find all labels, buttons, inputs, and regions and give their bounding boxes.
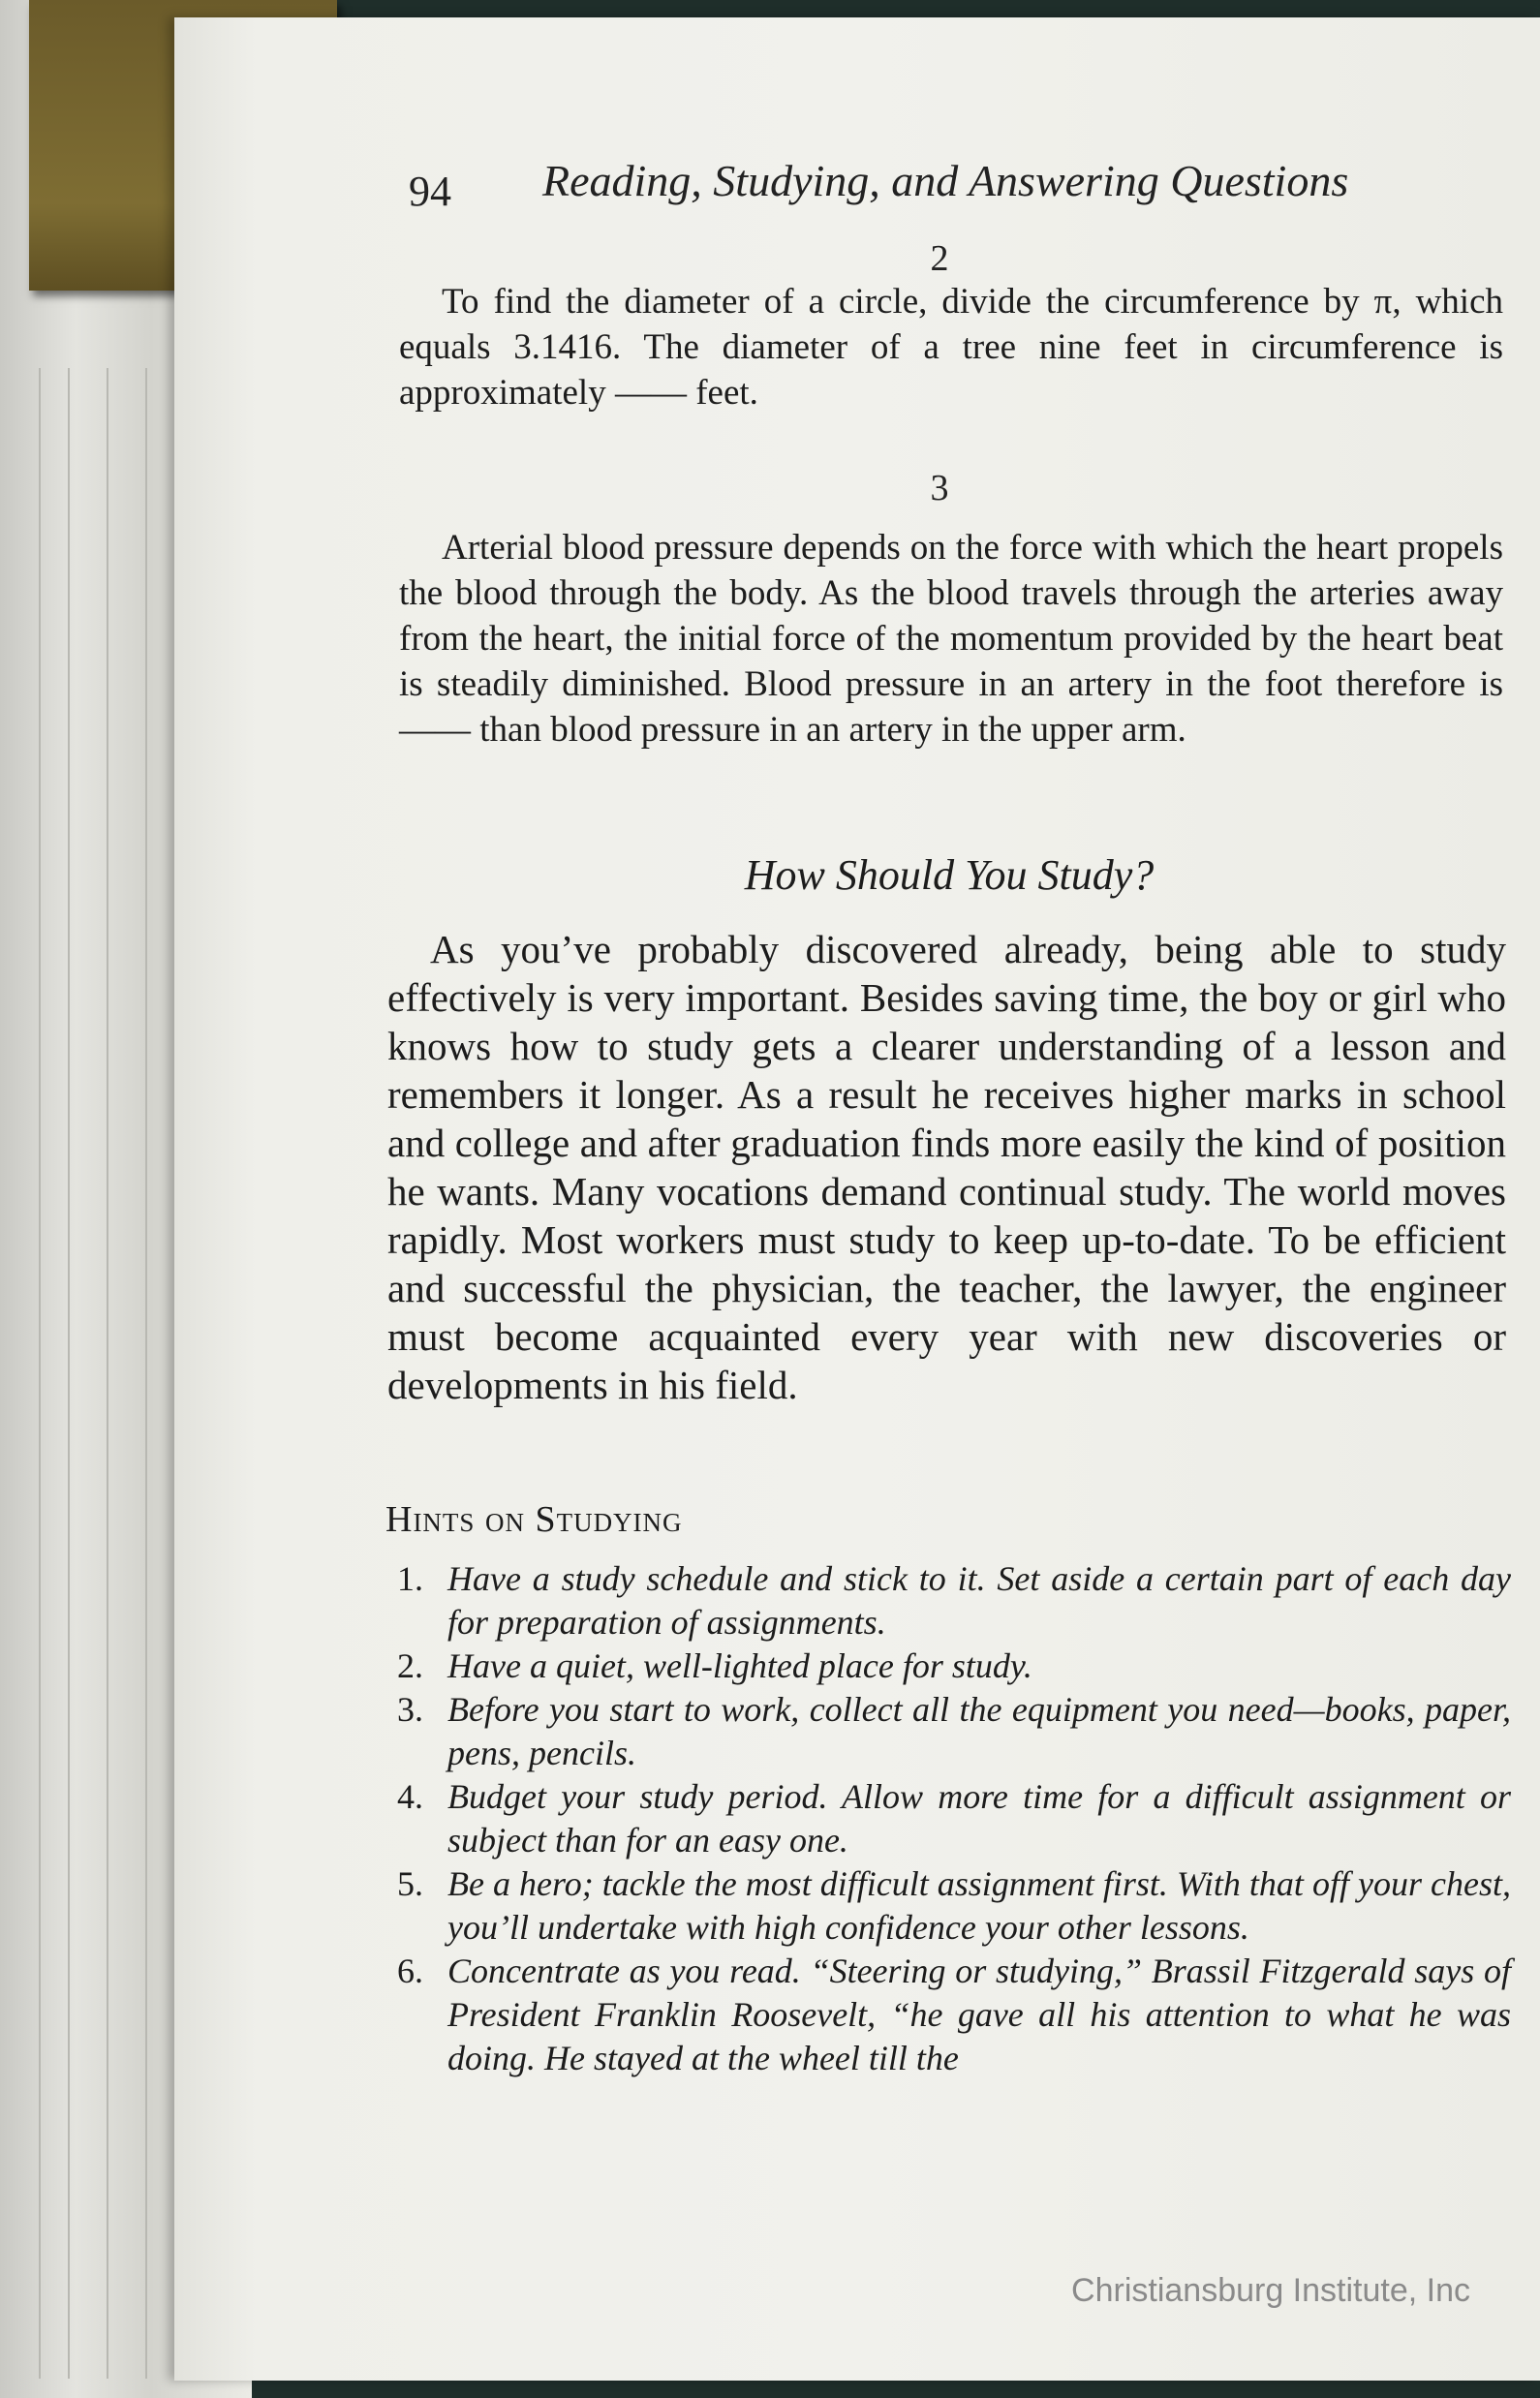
- list-item: [397, 1645, 1511, 1688]
- list-item: [397, 1862, 1511, 1950]
- list-item-number: 4.: [397, 1777, 423, 1816]
- list-item-text: Concentrate as you read. “Steering or studying,” Brassil Fitzgerald says of President Franklin Roosevelt, “he gave all his attention to what he was doing. He stayed at the wheel till the: [447, 1952, 1511, 2077]
- list-item-text: Have a study schedule and stick to it. Set aside a certain part of each day for preparation of assignments.: [447, 1559, 1511, 1642]
- problem-text: Arterial blood pressure depends on the force with which the heart propels the blood through the body. As the blood travels through the arteries away from the heart, the initial force of the momentum provided by the heart beat is steadily diminished. Blood pressure in an artery in the foot therefore is —— than blood pressure in an artery in the upper arm.: [399, 528, 1503, 750]
- section-body: As you’ve probably discovered already, being able to study effectively is very important. Besides saving time, the boy or girl who knows how to study gets a clearer understanding of a lesson and remembers it longer. As a result he receives higher marks in school and college and after graduation finds more easily the kind of position he wants. Many vocations demand continual study. The world moves rapidly. Most workers must study to keep up-to-date. To be efficient and successful the physician, the teacher, the lawyer, the engineer must become acquainted every year with new discoveries or developments in his field.: [387, 927, 1506, 1407]
- problem-number: 2: [930, 238, 949, 279]
- list-item-number: 3.: [397, 1690, 423, 1729]
- list-item: [397, 1950, 1511, 2080]
- list-item-number: 1.: [397, 1559, 423, 1598]
- list-item-text: Have a quiet, well-lighted place for study.: [447, 1646, 1032, 1685]
- list-item-text: Before you start to work, collect all the equipment you need—books, paper, pens, pencils.: [447, 1690, 1511, 1772]
- problem-number: 3: [930, 468, 949, 508]
- list-item: [397, 1775, 1511, 1862]
- section-title: How Should You Study?: [744, 851, 1155, 899]
- page-number: 94: [409, 168, 451, 215]
- list-item-text: Budget your study period. Allow more time for a difficult assignment or subject than for an easy one.: [447, 1777, 1511, 1860]
- list-item-number: 2.: [397, 1646, 423, 1685]
- problem-text: To find the diameter of a circle, divide the circumference by π, which equals 3.1416. The diameter of a tree nine feet in circumference is approximately —— feet.: [399, 282, 1503, 413]
- list-item-number: 5.: [397, 1864, 423, 1903]
- list-item-number: 6.: [397, 1952, 423, 1990]
- list-item: [397, 1688, 1511, 1775]
- watermark: Christiansburg Institute, Inc: [1071, 2272, 1470, 2309]
- list-item: [397, 1557, 1511, 1645]
- list-item-text: Be a hero; tackle the most difficult assignment first. With that off your chest, you’ll undertake with high confidence your other lessons.: [447, 1864, 1511, 1947]
- hints-heading: Hints on Studying: [385, 1499, 683, 1540]
- hints-list: [397, 1557, 1511, 2080]
- running-header-title: Reading, Studying, and Answering Questions: [542, 156, 1349, 205]
